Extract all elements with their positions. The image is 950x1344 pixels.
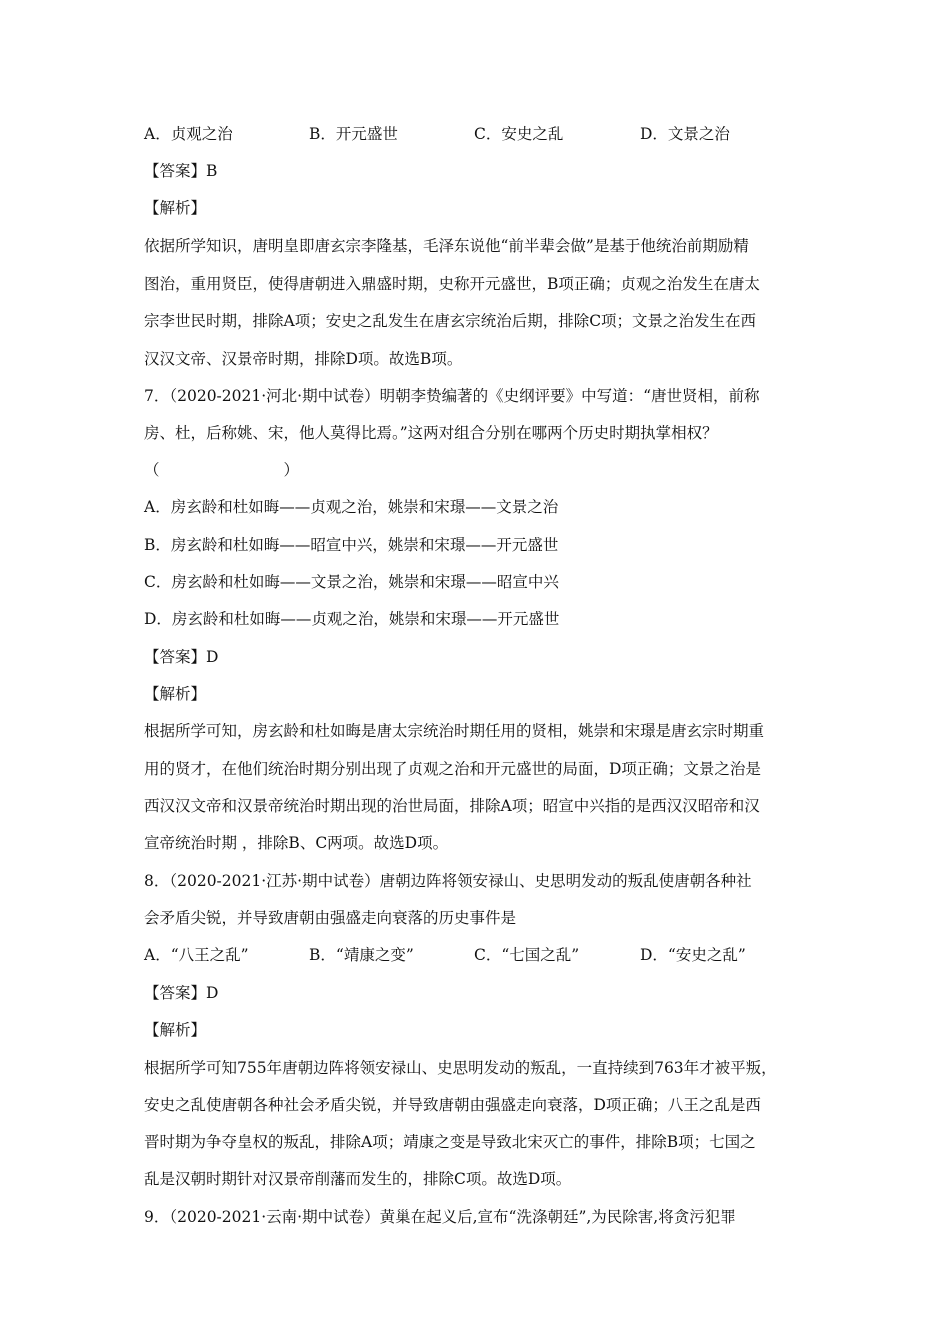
q7-answer: 【答案】D xyxy=(144,648,219,666)
q6-option-b: B．开元盛世 xyxy=(309,125,398,143)
q8-option-c: C．“七国之乱” xyxy=(474,946,580,964)
q8-analysis-line: 乱是汉朝时期针对汉景帝削藩而发生的，排除C项。故选D项。 xyxy=(144,1170,572,1188)
q9-stem-line: 9．（2020-2021·云南·期中试卷）黄巢在起义后,宣布“洗涤朝廷”,为民除害,将贪污犯罪 xyxy=(144,1208,736,1226)
q7-analysis-label: 【解析】 xyxy=(144,685,207,703)
q8-answer: 【答案】D xyxy=(144,984,219,1002)
q6-analysis-line: 依据所学知识，唐明皇即唐玄宗李隆基，毛泽东说他“前半辈会做”是基于他统治前期励精 xyxy=(144,237,749,255)
q7-analysis-line: 用的贤才，在他们统治时期分别出现了贞观之治和开元盛世的局面，D项正确；文景之治是 xyxy=(144,760,761,778)
q6-option-a: A．贞观之治 xyxy=(144,125,233,143)
q7-option-a: A．房玄龄和杜如晦——贞观之治，姚崇和宋璟——文景之治 xyxy=(144,498,559,516)
q7-option-d: D．房玄龄和杜如晦——贞观之治，姚崇和宋璟——开元盛世 xyxy=(144,610,560,628)
q7-stem-line: 房、杜，后称姚、宋，他人莫得比焉。”这两对组合分别在哪两个历史时期执掌相权？ xyxy=(144,424,718,442)
q6-option-c: C．安史之乱 xyxy=(474,125,564,143)
q8-analysis-line: 根据所学可知755年唐朝边阵将领安禄山、史思明发动的叛乱，一直持续到763年才被平叛， xyxy=(144,1059,777,1077)
q6-analysis-line: 宗李世民时期，排除A项；安史之乱发生在唐玄宗统治后期，排除C项；文景之治发生在西 xyxy=(144,312,757,330)
q8-stem-line: 会矛盾尖锐，并导致唐朝由强盛走向衰落的历史事件是 xyxy=(144,909,517,927)
q6-option-d: D．文景之治 xyxy=(640,125,730,143)
q6-answer: 【答案】B xyxy=(144,162,218,180)
q8-analysis-line: 晋时期为争夺皇权的叛乱，排除A项；靖康之变是导致北宋灭亡的事件，排除B项；七国之 xyxy=(144,1133,756,1151)
q7-option-b: B．房玄龄和杜如晦——昭宣中兴，姚崇和宋璟——开元盛世 xyxy=(144,536,559,554)
q8-option-b: B．“靖康之变” xyxy=(309,946,414,964)
q8-analysis-line: 安史之乱使唐朝各种社会矛盾尖锐，并导致唐朝由强盛走向衰落，D项正确；八王之乱是西 xyxy=(144,1096,761,1114)
q7-analysis-line: 根据所学可知，房玄龄和杜如晦是唐太宗统治时期任用的贤相，姚崇和宋璟是唐玄宗时期重 xyxy=(144,722,765,740)
q8-stem-line: 8．（2020-2021·江苏·期中试卷）唐朝边阵将领安禄山、史思明发动的叛乱使唐朝各种社 xyxy=(144,872,752,890)
q8-option-d: D．“安史之乱” xyxy=(640,946,746,964)
q7-stem-line: 7．（2020-2021·河北·期中试卷）明朝李贽编著的《史纲评要》中写道：“唐世贤相，前称 xyxy=(144,387,760,405)
q7-analysis-line: 宣帝统治时期 ，排除B、C两项。故选D项。 xyxy=(144,834,449,852)
q7-answer-blank: （ ） xyxy=(144,461,300,479)
q8-option-a: A．“八王之乱” xyxy=(144,946,249,964)
q8-analysis-label: 【解析】 xyxy=(144,1021,207,1039)
q6-analysis-line: 汉汉文帝、汉景帝时期，排除D项。故选B项。 xyxy=(144,350,463,368)
q7-option-c: C．房玄龄和杜如晦——文景之治，姚崇和宋璟——昭宣中兴 xyxy=(144,573,559,591)
q7-analysis-line: 西汉汉文帝和汉景帝统治时期出现的治世局面，排除A项；昭宣中兴指的是西汉汉昭帝和汉 xyxy=(144,797,760,815)
q6-analysis-label: 【解析】 xyxy=(144,199,207,217)
q6-analysis-line: 图治，重用贤臣，使得唐朝进入鼎盛时期，史称开元盛世，B项正确；贞观之治发生在唐太 xyxy=(144,275,760,293)
